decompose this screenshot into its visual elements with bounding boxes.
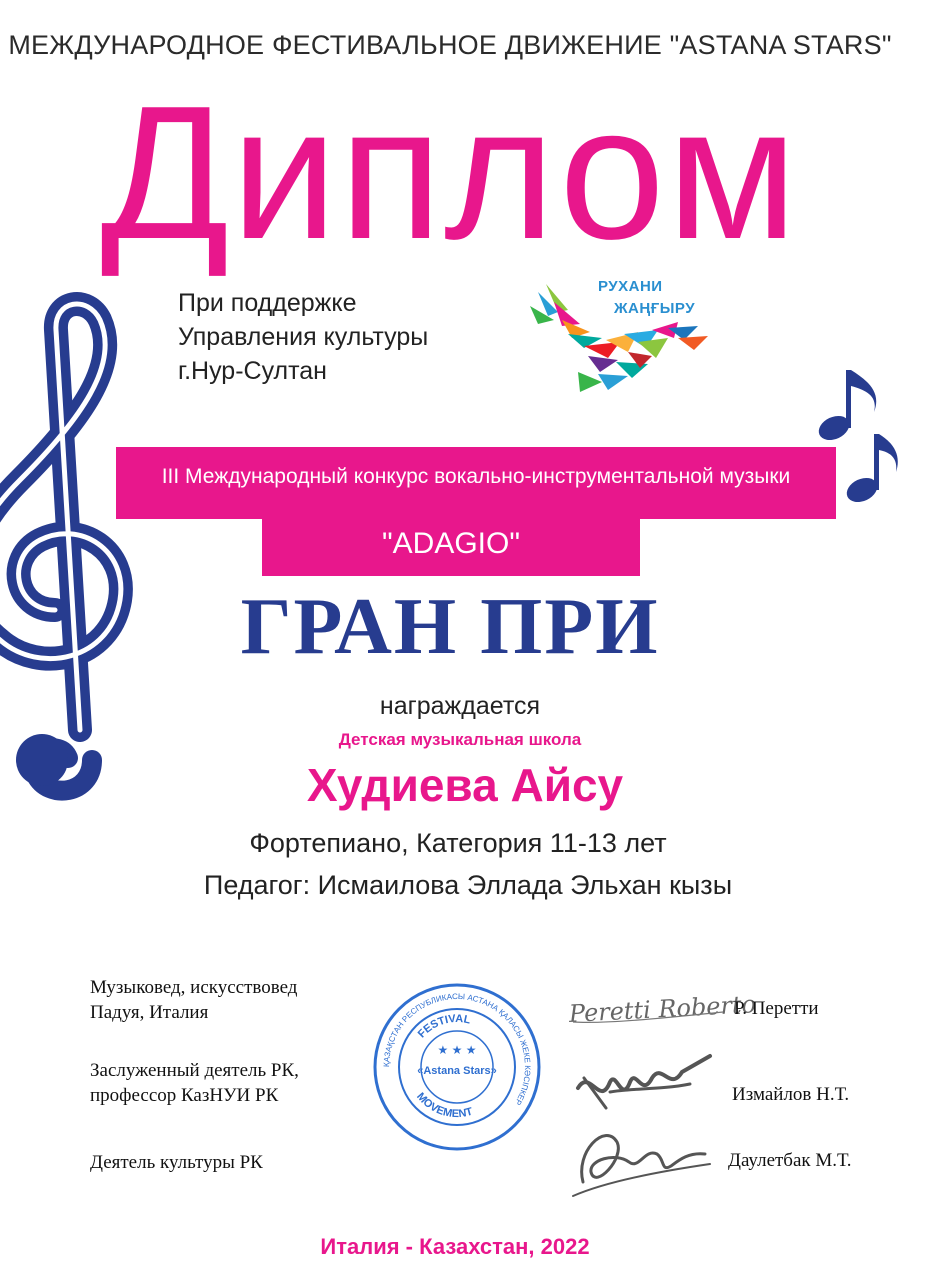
support-text (178, 286, 428, 388)
jury-title-line: Заслуженный деятель РК, (90, 1060, 299, 1081)
signature-peretti (565, 982, 757, 1034)
jury-title-line: профессор КазНУИ РК (90, 1085, 279, 1106)
jury-title (90, 1150, 263, 1175)
jury-name: Измайлов Н.Т. (732, 1084, 850, 1105)
stamp-top-text: FESTIVAL (415, 1012, 472, 1041)
contest-name: "ADAGIO" (382, 527, 520, 560)
jury-name: Р. Перетти (734, 998, 819, 1019)
logo-line-1: РУХАНИ (598, 278, 663, 295)
support-line: г.Нур-Султан (178, 357, 327, 385)
footer-text: Италия - Казахстан, 2022 (320, 1234, 590, 1259)
recipient-name: Худиева Айсу (306, 759, 624, 811)
contest-title: III Международный конкурс вокально-инструментальной музыки (161, 465, 791, 488)
jury-title-line: Деятель культуры РК (90, 1152, 263, 1173)
jury-title (90, 975, 297, 1025)
awarded-label: награждается (379, 692, 541, 720)
jury-title (90, 1058, 299, 1108)
stamp-center-text: «Astana Stars» (417, 1065, 497, 1077)
jury-title-line: Музыковед, искусствовед (90, 977, 298, 998)
teacher-text: Педагог: Исмаилова Эллада Эльхан кызы (203, 870, 733, 900)
stamp-bottom-text: MOVEMENT (414, 1090, 475, 1121)
stamp-stars: ★ ★ ★ (437, 1043, 477, 1057)
organization-title: МЕЖДУНАРОДНОЕ ФЕСТИВАЛЬНОЕ ДВИЖЕНИЕ "ASTANA STARS" (8, 30, 892, 60)
signature-dauletbak (565, 1112, 715, 1202)
support-line: При поддержке (178, 289, 357, 317)
signature-text: Peretti Roberto (568, 990, 757, 1028)
rukhani-zhangyru-logo (528, 272, 743, 400)
diploma-heading: Диплом (100, 67, 800, 279)
logo-line-2: ЖАҢҒЫРУ (614, 300, 696, 317)
jury-title-line: Падуя, Италия (90, 1002, 209, 1023)
support-line: Управления культуры (178, 323, 429, 351)
jury-name: Даулетбак М.Т. (728, 1150, 852, 1171)
category-text: Фортепиано, Категория 11-13 лет (249, 828, 667, 858)
school-name: Детская музыкальная школа (338, 730, 582, 749)
award-title: ГРАН ПРИ (240, 583, 660, 671)
festival-stamp (372, 982, 542, 1152)
signature-izmailov (570, 1048, 720, 1120)
stamp-ring-text: ҚАЗАҚСТАН РЕСПУБЛИКАСЫ АСТАНА ҚАЛАСЫ ЖЕКЕ КӘСІПКЕР (381, 991, 533, 1107)
